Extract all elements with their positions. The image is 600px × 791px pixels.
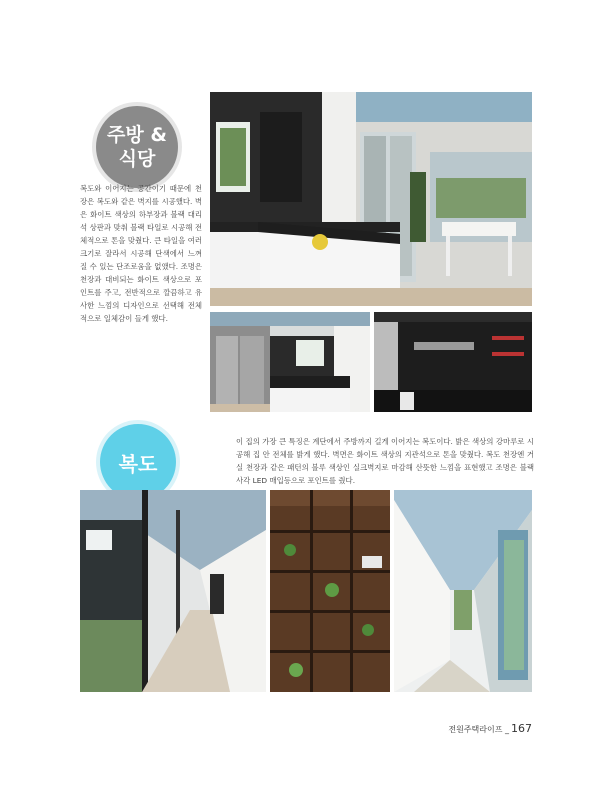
kitchen-photo-2 [210,312,370,412]
page-footer [448,722,532,735]
kitchen-photo-3 [374,312,532,412]
hallway-title: 복도 [118,451,158,476]
kitchen-section-badge [96,106,178,188]
kitchen-title-line2: 식당 [118,148,156,170]
hallway-section-badge [100,424,176,500]
magazine-name: 전원주택라이프 _ [448,725,509,734]
hallway-description: 이 집의 가장 큰 특징은 계단에서 주방까지 길게 이어지는 복도이다. 밝은 색상의 강마루로 시공해 집 안 전체를 밝게 했다. 벽면은 화이트 색상의 지관석으로 톤을 맞췄다. 복도 천장엔 거실 천장과 같은 패턴의 블루 색상인 실크벽지로 마감해 산뜻한 느낌을 표현했고 조명은 블랙 사각 LED 매입등으로 포인트를 줬다. [236,437,534,485]
hallway-photo-2 [270,490,390,692]
kitchen-title-line1: 주방 & [107,124,167,146]
hallway-photo-1 [80,490,266,692]
kitchen-description: 복도와 이어지는 공간이기 때문에 천장은 복도와 같은 벽지를 시공했다. 벽은 화이트 색상의 하부장과 블랙 대리석 상판과 맞춰 블랙 타일로 시공해 전체적으로 톤을 맞췄다. 큰 타일을 여러 크기로 잘라서 시공해 단색에서 느껴질 수 있는 단조로움을 없앴다. 조명은 천장과 대비되는 화이트 색상으로 포인트를 주고, 전반적으로 깔끔하고 유사한 느낌의 디자인으로 선택해 전체적으로 일체감이 들게 했다. [80,184,202,323]
kitchen-dining-main-photo [210,92,532,306]
hallway-photo-3 [394,490,532,692]
page-number: 167 [511,722,532,735]
